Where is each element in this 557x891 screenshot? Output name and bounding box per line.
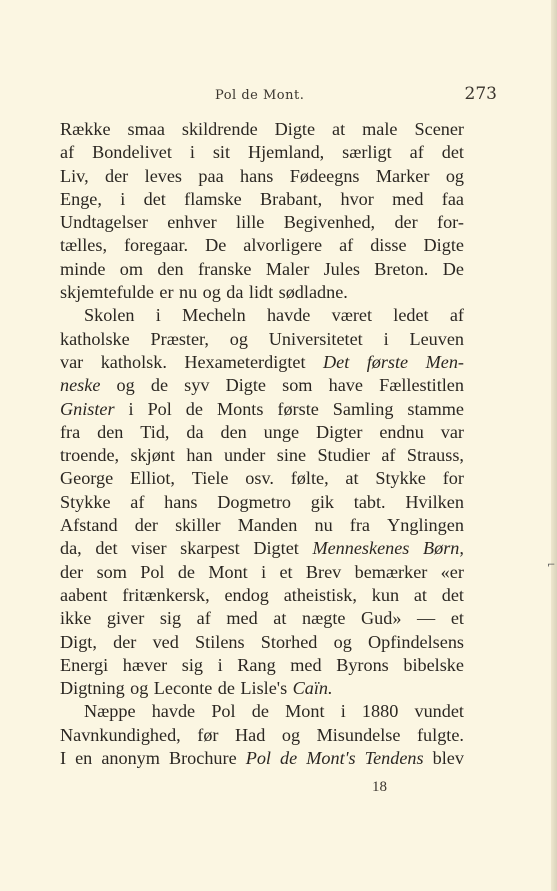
word: syv [184,375,210,396]
word: smaa [127,119,165,139]
word: er [159,282,174,303]
word: der [60,561,84,582]
word: under [223,445,266,466]
word: I [60,748,67,769]
word: stamme [407,398,464,419]
word: leves [144,165,183,186]
word: sig [181,654,204,675]
word: blev [432,748,464,769]
word: skjønt [130,445,175,466]
word: i [189,142,195,163]
word: havde [266,305,311,326]
text-line [60,444,464,467]
word: da [226,282,244,303]
word: og [116,375,135,396]
word: skjemtefulde [60,282,154,303]
word: gik [310,491,335,512]
word: at [345,468,359,489]
word: fritænkersk, [122,584,210,605]
word: Fødeegns [289,165,360,186]
word: Misundelse [316,724,401,745]
word: Pol [211,701,236,722]
word: faa [441,188,464,209]
word: Brabant, [260,188,323,209]
text-line [60,258,464,281]
word: han [186,445,213,466]
word: af [339,235,354,256]
word: George [60,468,114,489]
word: Men- [425,351,464,372]
word: da [186,421,204,442]
word: troende, [60,445,120,466]
word: og [281,724,301,745]
printer-signature: 18 [372,779,387,795]
word: tælles, [60,235,107,256]
word: med [290,654,322,675]
word: unge [263,421,300,442]
word: et [279,561,293,582]
word: Brochure [168,748,237,769]
word: Byrons [336,654,389,675]
word: have [328,375,363,396]
word: særligt [342,142,392,163]
word: katholsk. [100,351,167,372]
word: nu [179,282,198,303]
word: i [120,188,126,209]
word: Marker [375,165,430,186]
word: Navnkundighed, [60,724,181,745]
word: i [155,305,161,326]
text-line [60,374,464,397]
word: lille [236,212,265,233]
word: Mont's [306,748,356,769]
word: Digte [274,119,316,139]
text-line [60,351,464,374]
word: foregaar. [123,235,189,256]
word: Enge, [60,188,102,209]
text-line [60,561,464,584]
word: ikke [60,608,92,629]
word: Mont [208,561,248,582]
word: alvorligere [243,235,323,256]
word: Skolen [84,305,135,326]
text-line [60,747,464,770]
word: Samling [332,398,394,419]
word: Række [60,119,111,139]
word: kun [371,584,400,605]
word: Elliot, [130,468,175,489]
word: var [440,421,464,442]
word: Jules [323,258,360,279]
body-text [60,118,464,770]
word: sig [159,608,182,629]
word: og [202,282,221,303]
word: hans [164,491,198,512]
word: skildrende [181,119,258,139]
word: Stykke [375,468,426,489]
word: bemærker [354,561,428,582]
text-line [60,211,464,234]
word: flamske [184,188,242,209]
word: neske [60,375,101,396]
text-line [60,724,464,747]
word: hæver [122,654,168,675]
word: skarpest [180,538,240,559]
word: anonym [101,748,160,769]
word: Pol [245,748,271,769]
word: Mont [285,701,325,722]
word: Digt, [60,631,97,652]
word: male [362,119,398,139]
word: som [282,375,313,396]
word: af [449,305,464,326]
word: den [220,421,247,442]
word: nu [314,515,333,536]
word: katholske [60,328,130,349]
word: Digte [225,375,266,396]
text-line [60,188,464,211]
word: for- [437,212,464,233]
word: Tid, [140,421,170,442]
word: Rang [237,654,276,675]
word: — [417,608,436,629]
word: minde [60,258,106,279]
word: Scener [414,119,464,139]
word: Lisle's [240,678,288,699]
word: aabent [60,584,108,605]
text-line [60,141,464,164]
word: Tiele [191,468,229,489]
word: fra [349,515,370,536]
word: Had [235,724,266,745]
word: hans [240,165,274,186]
word: Præster, [150,328,209,349]
word: havde [151,701,196,722]
word: at [413,584,427,605]
word: Dogmetro [217,491,292,512]
text-line [60,584,464,607]
word: de [251,701,269,722]
running-title: Pol de Mont. [215,88,305,103]
word: og [130,678,149,699]
word: Mecheln [182,305,246,326]
text-line [60,467,464,490]
word: Børn, [423,538,464,559]
word: der [105,165,129,186]
text-line [60,631,464,654]
word: sit [212,142,231,163]
word: Monts [216,398,264,419]
word: i [383,328,389,349]
word: Stilens [195,631,245,652]
word: de [217,678,235,699]
word: af [60,142,75,163]
word: Begivenhed, [283,212,376,233]
word: Strauss, [406,445,464,466]
word: Afstand [60,515,118,536]
word: en [75,748,93,769]
word: atheistisk, [283,584,357,605]
text-line [60,234,464,257]
word: paa [198,165,224,186]
word: Hjemland, [247,142,325,163]
word: der [394,212,418,233]
word: Digte [423,235,464,256]
word: De [205,235,227,256]
text-line [60,654,464,677]
word: 1880 [361,701,399,722]
word: i [340,701,346,722]
word: Det [322,351,350,372]
word: et [450,608,464,629]
word: Bondelivet [92,142,172,163]
word: af [409,142,424,163]
word: Manden [237,515,298,536]
word: Ynglingen [387,515,464,536]
word: Studier [317,445,370,466]
text-line [60,118,464,141]
word: skiller [175,515,221,536]
word: med [392,188,424,209]
word: at [332,119,346,139]
text-line [60,304,464,327]
word: endnu [379,421,424,442]
word: disse [370,235,407,256]
word: det [441,584,464,605]
word: de [185,398,203,419]
text-line [60,537,464,560]
word: nægte [302,608,346,629]
word: der [113,631,137,652]
word: franske [197,258,252,279]
word: Digter [315,421,363,442]
word: i [217,654,223,675]
word: Digtning [60,678,125,699]
word: fulgte. [416,724,464,745]
word: der [134,515,158,536]
word: viser [131,538,167,559]
word: lidt [248,282,274,303]
word: Opfindelsens [368,631,464,652]
text-line [60,677,464,700]
word: Pol [140,561,165,582]
word: som [96,561,127,582]
word: enhver [167,212,217,233]
word: været [331,305,373,326]
word: det [441,142,464,163]
word: var [60,351,84,372]
word: Gnister [60,398,115,419]
text-line [60,491,464,514]
word: sine [276,445,307,466]
text-line [60,165,464,188]
page-number: 273 [464,84,497,104]
word: Næppe [84,701,136,722]
text-line [60,700,464,723]
word: at [273,608,287,629]
word: Maler [265,258,310,279]
word: Energi [60,654,109,675]
word: det [143,188,166,209]
word: det [95,538,118,559]
word: med [226,608,258,629]
word: af [130,491,145,512]
word: sødladne. [278,282,348,303]
text-line [60,607,464,630]
word: før [197,724,219,745]
word: af [381,445,396,466]
word: Tendens [364,748,424,769]
word: af [196,608,211,629]
word: «er [440,561,464,582]
word: Liv, [60,165,89,186]
word: de [280,748,298,769]
word: da, [60,538,82,559]
word: Hvilken [405,491,464,512]
word: Digtet [253,538,299,559]
word: om [119,258,144,279]
word: i [261,561,267,582]
word: endog [224,584,269,605]
text-line [60,514,464,537]
word: giver [106,608,145,629]
word: tabt. [353,491,386,512]
text-line [60,398,464,421]
word: den [97,421,124,442]
word: og [229,328,248,349]
word: Stykke [60,491,111,512]
page-edge [551,0,557,891]
word: Brev [305,561,342,582]
word: og [333,631,352,652]
margin-mark: ⌐ [547,560,556,571]
word: de [177,561,195,582]
word: første [277,398,319,419]
word: ved [152,631,179,652]
word: første [366,351,409,372]
word: Universitetet [268,328,363,349]
word: Pol [147,398,172,419]
word: Menneskenes [312,538,410,559]
word: bibelske [403,654,464,675]
word: de [150,375,169,396]
word: Caïn. [292,678,333,699]
text-line [60,281,464,304]
word: Gud» [361,608,402,629]
word: Storhed [260,631,318,652]
word: Leuven [409,328,464,349]
word: vundet [414,701,464,722]
word: følte, [290,468,329,489]
word: ledet [393,305,429,326]
word: osv. [245,468,274,489]
text-line [60,421,464,444]
word: Breton. [374,258,429,279]
word: hvor [340,188,374,209]
word: Hexameterdigtet [184,351,306,372]
word: i [128,398,134,419]
word: fra [60,421,81,442]
word: Leconte [153,678,213,699]
text-line [60,328,464,351]
word: for [442,468,464,489]
word: Fællestitlen [379,375,464,396]
page-header [60,84,497,108]
word: og [445,165,464,186]
word: den [157,258,184,279]
word: De [442,258,464,279]
word: Undtagelser [60,212,148,233]
